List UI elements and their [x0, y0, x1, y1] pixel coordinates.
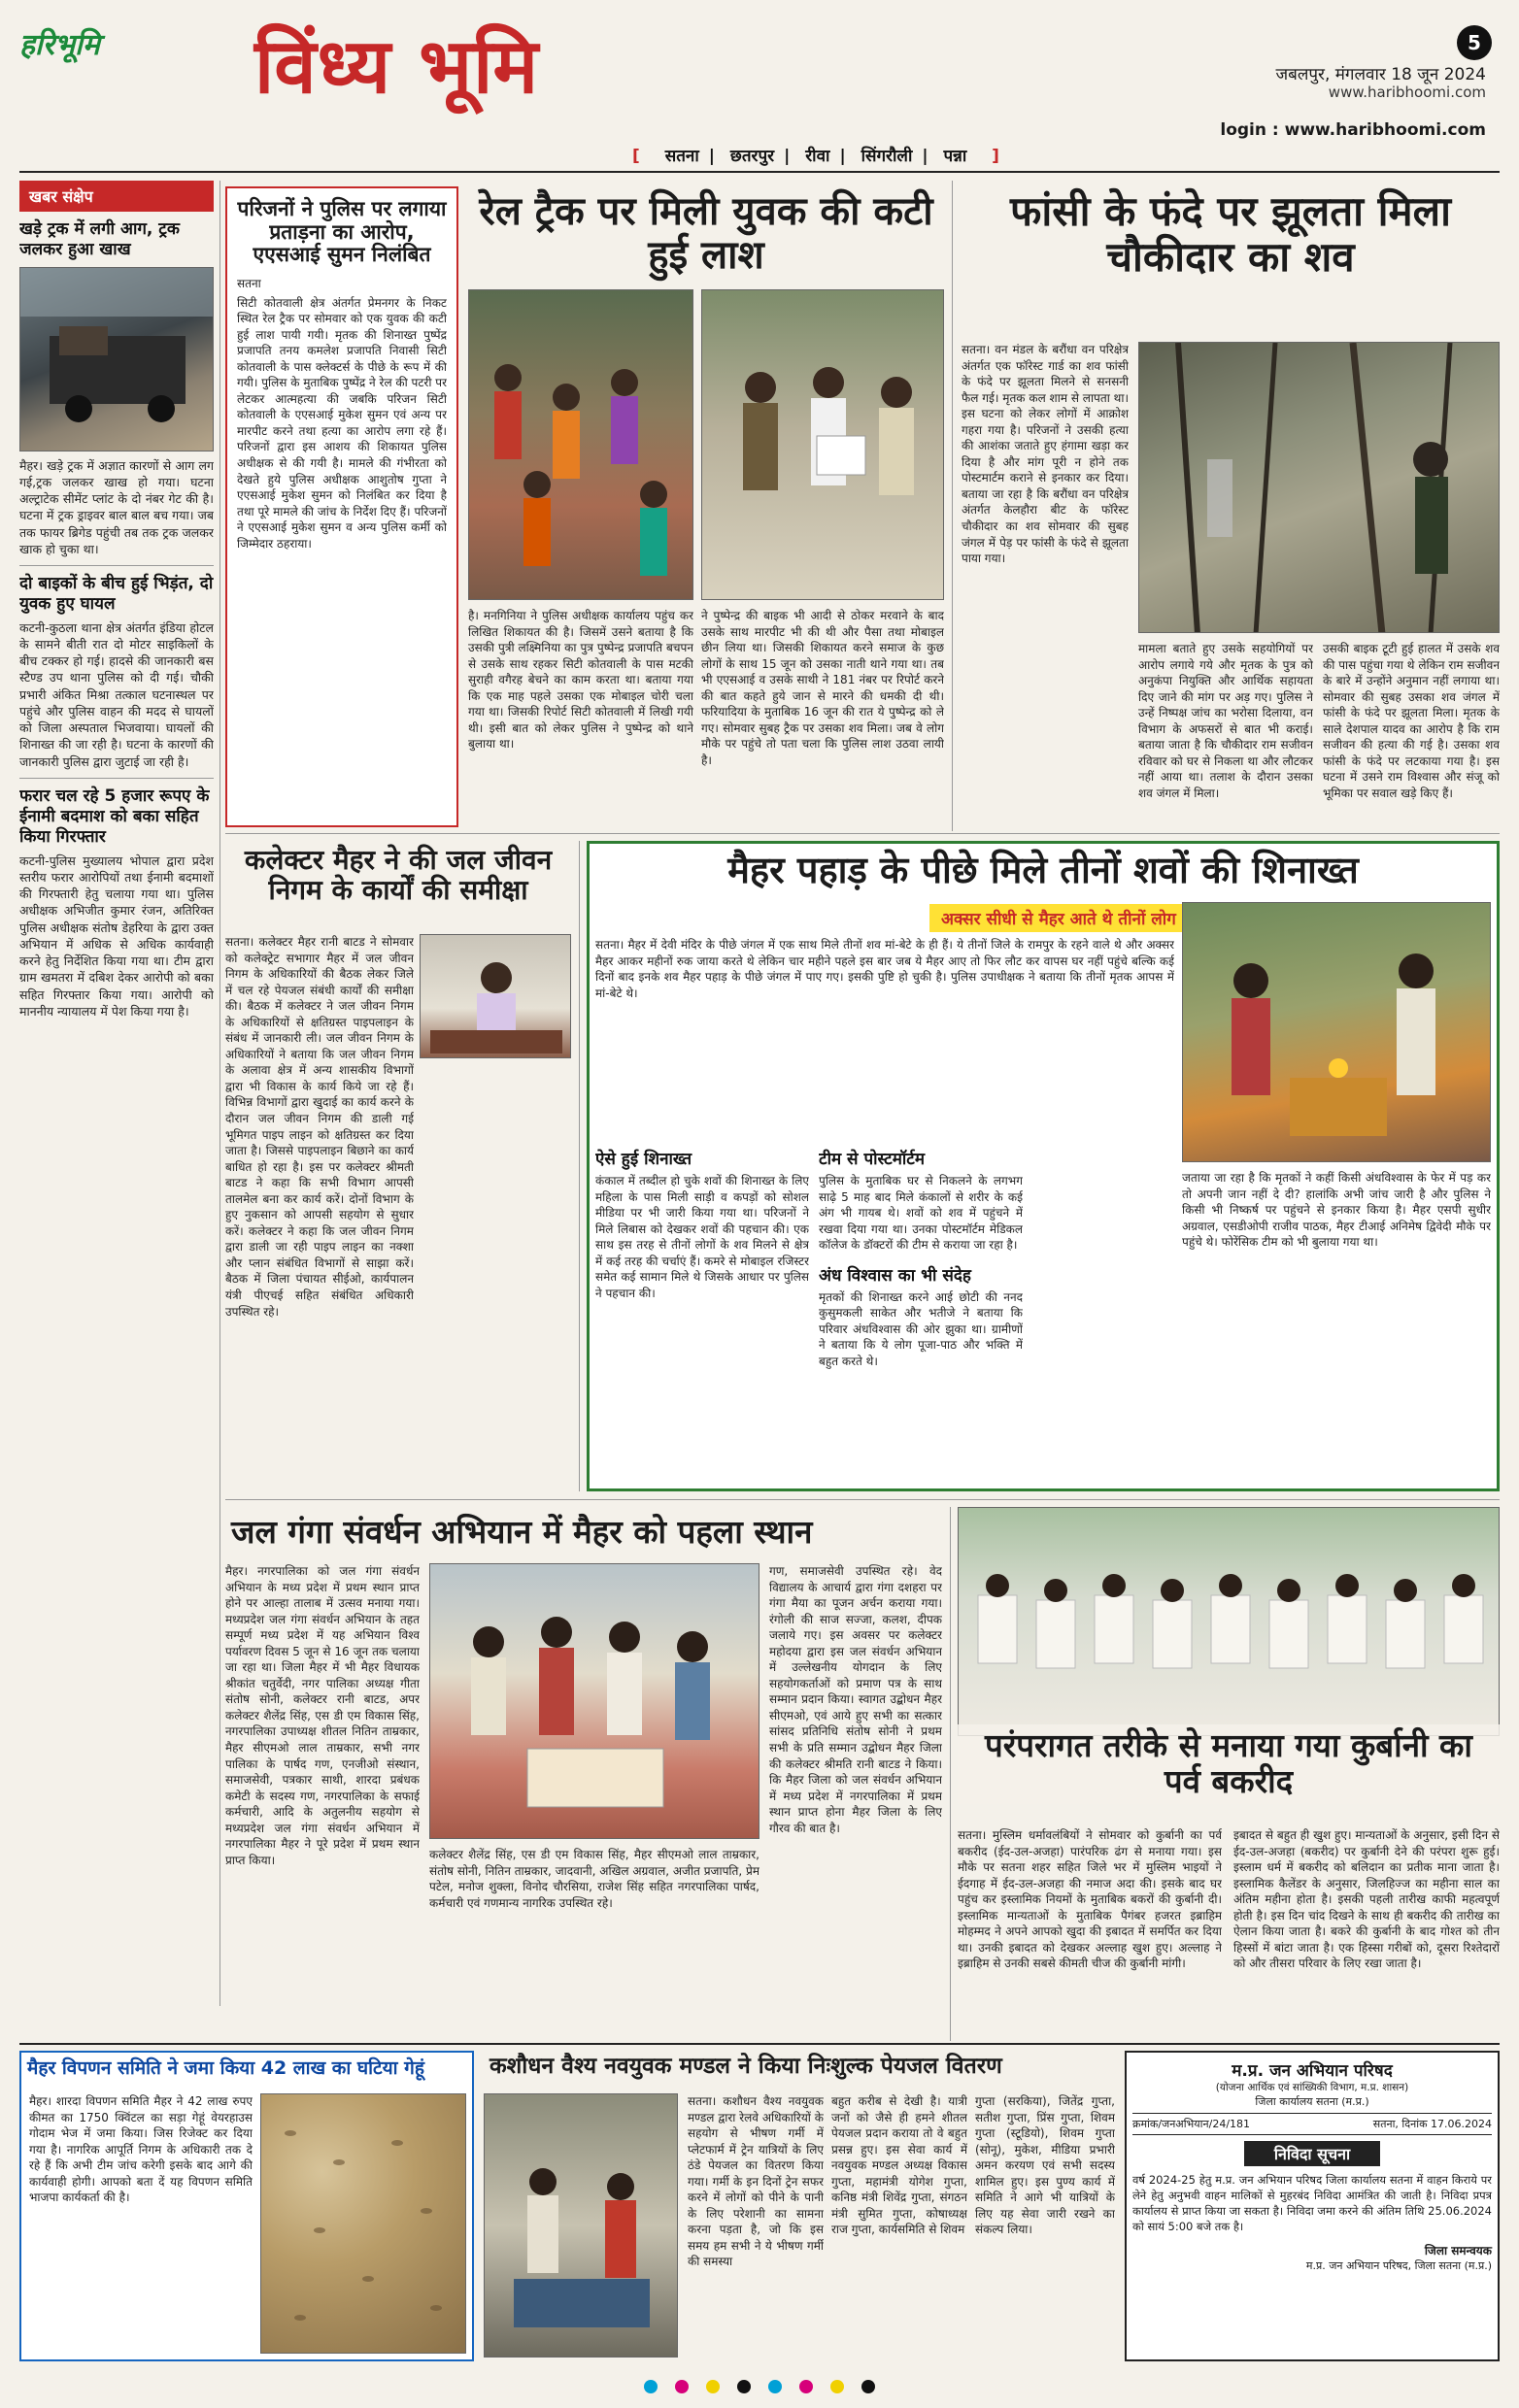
story-water-col2: बहुत करीब से देखी है। यात्री जनों को जैसे ही हमने शीतल पेयजल प्रदान कराया तो वे बहुत प्रसन्न हुए। इस सेवा कार्य में नवयुवक मण्डल अध्यक्ष विकास गुप्ता, महामंत्री योगेश गुप्ता, कनिष्ठ मंत्री शिवेंद्र गुप्ता, संगठन मंत्री सुमित गुप्ता, कोषाध्यक्ष राज गुप्ता, कार्यसमिति से शिवम	[831, 2094, 967, 2237]
reg-dot-yellow	[706, 2380, 720, 2393]
story-water-headline: कशौधन वैश्य नवयुवक मण्डल ने किया निःशुल्क पेयजल वितरण	[489, 2054, 1002, 2079]
region-chhatarpur[interactable]: छतरपुर	[729, 147, 775, 166]
story-maihar-kicker: अक्सर सीधी से मैहर आते थे तीनों लोग	[929, 904, 1188, 932]
tender-notice	[1125, 2051, 1500, 2361]
masthead	[0, 0, 1519, 175]
rail-memo-photo	[701, 289, 944, 600]
stall-figures	[485, 2094, 678, 2358]
column-rule	[579, 841, 580, 1491]
maihar-ritual-photo	[1182, 902, 1491, 1162]
story-bakrid-col2: इबादत से बहुत ही खुश हुए। मान्यताओं के अनुसार, इसी दिन से ईद-उल-अजहा (बकरीद) पर कुर्बानी देने की परंपरा शुरू हुई। इस्लाम धर्म में बकरीद को बलिदान का प्रतीक माना जाता है। इस्लामिक कैलेंडर के अनुसार, जिलहिज्ज का महीना साल का अंतिम महीना होता है। इसकी पहली तारीख काफी महत्वपूर्ण होती है। इस दिन चांद दिखने के साथ ही बकरीद की तारीख का ऐलान किया जाता है। बकरे की कुर्बानी के बाद गोश्त को तीन हिस्सों में बांटा जाता है। एक हिस्सा गरीबों को, दूसरा रिश्तेदारों को और तीसरा परिवार के लिए रखा जाता है।	[1233, 1828, 1500, 1971]
brief-1-body: मैहर। खड़े ट्रक में अज्ञात कारणों से आग लग गई,ट्रक जलकर खाख हो गया। घटना अल्ट्राटेक सीमेंट प्लांट के दो नंबर गेट की है। घटना में ट्रक ड्राइवर बाल बाल बच गया। जब तक फायर ब्रिगेड पहुंची तब तक ट्रक जलकर खाक हो चुका था।	[19, 457, 214, 556]
story-collector	[225, 841, 571, 1501]
reg-dot-yellow	[830, 2380, 844, 2393]
story-maihar-intro: सतना। मैहर में देवी मंदिर के पीछे जंगल में एक साथ मिले तीनों शव मां-बेटे के ही हैं। ये तीनों जिले के रामपुर के रहने वाले थे और अक्सर मैहर आकर महीनों रुक जाया करते थे लेकिन चार महीने पहले इस बार जब ये मैहर आए तो फिर लौट कर वापस घर नहीं पहुंचे बल्कि कई दिनों बाद इनके शव मैहर पहाड़ के पीछे जंगल में पाए गए। इसकी पुष्टि हो चुकी है। पुलिस उपाधीक्षक ने बताया कि तीनों मृतक आपस में मां-बेटे थे।	[595, 938, 1174, 1000]
section-title: विंध्य भूमि	[254, 23, 539, 111]
reg-dot-black	[861, 2380, 875, 2393]
col1-body: कंकाल में तब्दील हो चुके शवों की शिनाख्त के लिए महिला के पास मिली साड़ी व कपड़ों को सोशल मीडिया पर भी जारी किया गया था। परिजनों ने मिले लिबास को देखकर शवों की पहचान की। एक साथ इस तरह से तीनों लोगों के शव मिलने से क्षेत्र में कई तरह की चर्चाएं हैं। कमरे से मोबाइल रजिस्टर समेत कई सामान मिले थे जिसके आधार पर पुलिस ने पहचान की।	[595, 1174, 809, 1300]
region-rewa[interactable]: रीवा	[805, 147, 830, 166]
reg-dot-magenta	[675, 2380, 689, 2393]
masthead-rule	[19, 171, 1500, 173]
story-bakrid-headline: परंपरागत तरीके से मनाया गया कुर्बानी का पर्व बकरीद	[958, 1724, 1500, 1804]
wheat-photo	[260, 2093, 466, 2354]
column-rule	[219, 181, 220, 2006]
story-police-headline: परिजनों ने पुलिस पर लगाया प्रताड़ना का आरोप, एएसआई सुमन निलंबित	[237, 197, 447, 267]
story-water	[484, 2051, 1115, 2361]
col3-subhead: अंध विश्वास का भी संदेह	[819, 1265, 971, 1286]
story-maihar-headline: मैहर पहाड़ के पीछे मिले तीनों शवों की शिनाख्त	[727, 849, 1359, 891]
col2-subhead: टीम से पोस्टमॉर्टम	[819, 1150, 926, 1169]
row-rule	[225, 1499, 1500, 1500]
story-police-box	[225, 186, 458, 827]
notice-sign: जिला समन्वयक	[1424, 2244, 1492, 2258]
notice-office: जिला कार्यालय सतना (म.प्र.)	[1255, 2095, 1369, 2108]
story-maihar-col2	[819, 1141, 1023, 1481]
story-police-body: सिटी कोतवाली क्षेत्र अंतर्गत प्रेमनगर के निकट स्थित रेल ट्रैक पर सोमवार को एक युवक की कटी हुई लाश पायी गयी। मृतक की शिनाख्त पुष्पेंद्र प्रजापति तनय कमलेश प्रजापति निवासी सिटी कोतवाली के पास क्लेक्टर्स के पीछे के रूप में की गयी। पुलिस के मुताबिक पुष्पेंद्र ने रेल की पटरी पर लेटकर आत्महत्या की जबकि परिजन सिटी कोतवाली के एएसआई मुकेश सुमन एवं अन्य पर मारपीट करने तथा हत्या का आरोप लगा रहे हैं। परिजनों द्वारा इस आशय की शिकायत पुलिस अधीक्षक से की गयी है। मामले की गंभीरता को देखते हुये पुलिस अधीक्षक आशुतोष गुप्ता ने एएसआई मुकेश सुमन को निलंबित कर दिया है तथा पूरे मामले की जांच के निर्देश दिए हैं। परिजनों ने एएसआई मुकेश सुमन व अन्य पुलिस कर्मी को जिम्मेदार ठहराया।	[237, 295, 447, 551]
story-jalganga-col1: मैहर। नगरपालिका को जल गंगा संवर्धन अभियान के मध्य प्रदेश में प्रथम स्थान प्राप्त होने पर आल्हा तालाब में उत्सव मनाया गया। मध्यप्रदेश जल गंगा संवर्धन अभियान के तहत सम्पूर्ण मध्य प्रदेश में यह अभियान विश्व पर्यावरण दिवस 5 जून से 16 जून तक चलाया जा रहा था। जिला मैहर में भी मैहर विधायक श्रीकांत चतुर्वेदी, नगर पालिका अध्यक्ष गीता संतोष सोनी, कलेक्टर रानी बाटड, अपर कलेक्टर शैलेंद्र सिंह, एस डी एम विकास सिंह, नगरपालिका उपाध्यक्ष शीतल नितिन ताम्रकार, मैहर सीएमओ लाल ताम्रकार, सभी नगर पालिका के पार्षद गण, एनजीओ संस्थान, समाजसेवी, पत्रकार साथी, शारदा प्रबंधक कमेटी के सदस्य गण, नगरपालिका के सफाई कर्मचारी, आदि के अतुलनीय सहयोग से मध्यप्रदेश जल गंगा संवर्धन अभियान में नगरपालिका मैहर ने पूरे प्रदेश में प्रथम स्थान प्राप्त किया।	[225, 1564, 420, 1867]
jalganga-event-photo	[429, 1563, 760, 1839]
divider	[19, 778, 214, 779]
row-rule	[19, 2043, 1500, 2045]
sidebar	[19, 181, 214, 2006]
region-satna[interactable]: सतना	[664, 147, 699, 166]
story-fanda-body-right: उसकी बाइक टूटी हुई हालत में उसके शव की पास पहुंचा गया थे लेकिन राम सजीवन के बारे में उन्होंने अनुमान नहीं लगाया था। सोमवार की सुबह उसका शव जंगल में फांसी के फंदे पर झूलता मिला। मृतक के साले देशपाल यादव का आरोप है कि राम सजीवन की हत्या की गई है। उसका शव फांसी के फंदे पर लटकाया गया है। इस घटना में उसने राम विश्वास और संजू को भूमिका पर सवाल खड़े किए हैं।	[1323, 642, 1500, 800]
story-maihar-box	[587, 841, 1500, 1491]
story-fanda-headline: फांसी के फंदे पर झूलता मिला चौकीदार का शव	[1009, 187, 1451, 282]
crowd-figures	[469, 290, 693, 600]
brand-logo: हरिभूमि	[19, 28, 100, 62]
story-rail	[468, 186, 944, 827]
story-water-col1: सतना। कशौधन वैश्य नवयुवक मण्डल द्वारा रेलवे अधिकारियों के सहयोग से भीषण गर्मी में प्लेटफार्म में ट्रेन यात्रियों के लिए ठंडे पेयजल का वितरण किया गया। गर्मी के इन दिनों ट्रेन सफर करने में लोगों को पीने के पानी के लिए परेशानी का सामना करना पड़ता है, जो कि इस समय हम सभी ने ये भीषण गर्मी की समस्या	[688, 2094, 824, 2269]
region-singrauli[interactable]: सिंगरौली	[861, 147, 913, 166]
story-maihar-col4: जताया जा रहा है कि मृतकों ने कहीं किसी अंधविश्वास के फेर में पड़ कर तो अपनी जान नहीं दे दी? हालांकि अभी जांच जारी है और पुलिस ने किसी भी निष्कर्ष पर पहुंचने से इनकार किया है। मैहर एसपी सुधीर अग्रवाल, एसडीओपी राजीव पाठक, मैहर टीआई अनिमेष द्विवेदी मौके पर पहुंचे थे। फोरेंसिक टीम को भी बुलाया गया था।	[1182, 1171, 1491, 1250]
col1-subhead: ऐसे हुई शिनाख्त	[595, 1150, 692, 1169]
story-bakrid	[958, 1507, 1500, 2041]
notice-org: म.प्र. जन अभियान परिषद	[1232, 2061, 1393, 2081]
story-jalganga	[225, 1507, 942, 2041]
column-rule	[952, 181, 953, 831]
login-link[interactable]: login : www.haribhoomi.com	[1220, 120, 1486, 140]
namaz-photo	[958, 1507, 1500, 1736]
story-jalganga-headline: जल गंगा संवर्धन अभियान में मैहर को पहला स्थान	[231, 1513, 813, 1551]
brief-2-headline: दो बाइकों के बीच हुई भिड़ंत, दो युवक हुए घायल	[19, 574, 214, 615]
meeting-figure	[421, 935, 571, 1058]
col2-body: पुलिस के मुताबिक घर से निकलने के लगभग साढ़े 5 माह बाद मिले कंकालों से शरीर के कई अंग भी गायब थे। शवों को शव में पहुंचने में रखवा दिया गया था। उनका पोस्टमॉर्टम मेडिकल कॉलेज के डॉक्टरों की टीम से कराया जा रहा है।	[819, 1174, 1023, 1253]
story-maihar-col1	[595, 1141, 809, 1481]
story-collector-body: सतना। कलेक्टर मैहर रानी बाटड ने सोमवार को कलेक्ट्रेट सभागार मैहर में जल जीवन निगम के अधिकारियों की बैठक लेकर जिले में चल रहे पेयजल संबंधी कार्यों की समीक्षा की। बैठक में कलेक्टर ने जल जीवन निगम के अधिकारियों से क्षतिग्रस्त पाइपलाइन के संबंध में जानकारी ली। जल जीवन निगम के अधिकारियों ने बताया कि जल जीवन निगम के अलावा क्षेत्र में अन्य शासकीय विभागों द्वारा भी विकास के कार्य किये जा रहे हैं। विभिन्न विभागों द्वारा खुदाई का कार्य करने के दौरान जल जीवन निगम की डाली गई भूमिगत पाइप लाइन को क्षतिग्रस्त कर दिया जाता है। जिससे पाइपलाइन बिछाने का कार्य बाधित हो रहा है। इस पर कलेक्टर श्रीमती बाटड ने कहा कि सभी विभाग आपसी तालमेल बना कर कार्य करें। दोनों विभाग के हुए नुकसान को आपसी सहयोग से सुधार करें। कलेक्टर ने कहा कि जल जीवन निगम द्वारा डाली जा रही पाइप लाइन का नक्शा और प्लान संबंधित विभागों से साझा करें। बैठक में जिला पंचायत सीईओ, कार्यपालन यंत्री पीएचई सहित संबंधित अधिकारी उपस्थित रहे।	[225, 935, 414, 1319]
story-mandi-box	[19, 2051, 474, 2361]
ritual-figures	[1183, 903, 1491, 1162]
region-panna[interactable]: पन्ना	[943, 147, 967, 166]
row-rule	[225, 833, 1500, 834]
region-strip: [ सतना | छतरपुर | रीवा | सिंगरौली | पन्ना ]	[632, 147, 999, 166]
website[interactable]: www.haribhoomi.com	[1328, 84, 1486, 101]
event-figures	[430, 1564, 760, 1839]
story-jalganga-caption: कलेक्टर शैलेंद्र सिंह, एस डी एम विकास सिंह, मैहर सीएमओ लाल ताम्रकार, संतोष सोनी, नितिन ताम्रकार, जादवानी, अखिल अग्रवाल, अजीत प्रजापति, प्रेम पटेल, मनोज शुक्ला, विनोद चौरसिया, राजेश सिंह सहित नगरपालिका पार्षद, कर्मचारी एवं गणमान्य नागरिक उपस्थित रहे।	[429, 1848, 760, 1910]
story-mandi-headline: मैहर विपणन समिति ने जमा किया 42 लाख का घटिया गेहूं	[27, 2057, 424, 2079]
notice-title: निविदा सूचना	[1244, 2141, 1380, 2166]
namaz-rows	[959, 1508, 1500, 1736]
divider	[19, 565, 214, 566]
brief-1-headline: खड़े ट्रक में लगी आग, ट्रक जलकर हुआ खाख	[19, 219, 180, 260]
page-number: 5	[1457, 25, 1492, 60]
registration-marks	[0, 2375, 1519, 2398]
story-police-dateline: सतना	[237, 276, 261, 290]
notice-date: सतना, दिनांक 17.06.2024	[1372, 2118, 1492, 2130]
notice-body: वर्ष 2024-25 हेतु म.प्र. जन अभियान परिषद जिला कार्यालय सतना में वाहन किराये पर लेने हेतु अनुभवी वाहन मालिकों से मुहरबंद निविदा आमंत्रित की जाती है। निविदा प्रपत्र कार्यालय से प्राप्त किया जा सकता है। निविदा जमा करने की अंतिम तिथि 25.06.2024 को सायं 5:00 बजे तक है।	[1132, 2173, 1492, 2234]
story-jalganga-col2: गण, समाजसेवी उपस्थित रहे। वेद विद्यालय के आचार्य द्वारा गंगा दशहरा पर गंगा मैया का पूजन अर्चन कराया गया। रंगोली की साज सज्जा, कलश, दीपक जलाये गए। इस अवसर पर कलेक्टर महोदया द्वारा इस जल संवर्धन अभियान में उल्लेखनीय योगदान के लिए सहयोगकर्ताओं को प्रमाण पत्र के साथ सम्मान प्रदान किया। स्वागत उद्बोधन मैहर सीएमओ, एवं आये हुए सभी का सत्कार सांसद प्रतिनिधि संतोष सोनी ने प्रथम सभी के प्रति सम्मान उद्बोधन मैहर जिला की कलेक्टर श्रीमति रानी बाटड ने किया। कि मैहर जिला को जल संवर्धन अभियान में मध्य प्रदेश में नगरपालिका में प्रथम स्थान प्राप्त होना मैहर जिला के लिए गौरव की बात है।	[769, 1564, 942, 1835]
brief-3-body: कटनी-पुलिस मुख्यालय भोपाल द्वारा प्रदेश स्तरीय फरार आरोपियों तथा ईनामी बदमाशों की गिरफ्तारी हेतु चलाया गया था। पुलिस अधीक्षक अभिजीत कुमार रंजन, अतिरिक्त पुलिस अधीक्षक संतोष डेहरिया के द्वारा उक्त अभियान में अधिक से अधिक कार्यवाही करने हेतु निर्देशित किया गया था। टीम द्वारा ग्राम खमतरा में दबिश देकर आरोपी को बका सहित गिरफ्तार किया गया। आरोपी को माननीय न्यायालय में पेश किया गया है।	[19, 853, 214, 1019]
story-collector-headline: कलेक्टर मैहर ने की जल जीवन निगम के कार्यों की समीक्षा	[244, 844, 553, 907]
column-rule	[950, 1507, 951, 2041]
truck-silhouette	[20, 268, 214, 452]
officials-figures	[702, 290, 944, 600]
reg-dot-cyan	[644, 2380, 658, 2393]
forest-scene	[1139, 343, 1500, 633]
story-bakrid-col1: सतना। मुस्लिम धर्मावलंबियों ने सोमवार को कुर्बानी का पर्व बकरीद (ईद-उल-अजहा) पारंपरिक ढंग से मनाया गया। इस मौके पर सतना शहर सहित जिले भर में मुस्लिम भाइयों ने ईदगाह में ईद-उल-अजहा की नमाज अदा की। इसके बाद घर पहुंच कर इस्लामिक नियमों के मुताबिक बकरों की कुर्बानी दी। इस्लामिक मान्यताओं के मुताबिक पैगंबर हजरत इब्राहिम मोहम्मद ने अपने आपको खुदा की इबादत में समर्पित कर दिया था। उनकी इबादत को देखकर अल्लाह खुश हुए। अल्लाह ने इब्राहिम से उनकी सबसे कीमती चीज की कुर्बानी मांगी।	[958, 1828, 1222, 1971]
brief-2-body: कटनी-कुठला थाना क्षेत्र अंतर्गत इंडिया होटल के सामने बीती रात दो मोटर साइकिलों के बीच टक्कर हो गई। हादसे की जानकारी बस स्टैण्ड उप थाना पुलिस को दी गई। चौकी प्रभारी अंकित मिश्रा तत्काल घटनास्थल पर पहुंचे और पुलिस वाहन की मदद से घायलों को जिला अस्पताल भिजवाया। घायलों की शिनाख्त की जा रही है। घटना के कारणों की जानकारी पुलिस द्वारा जुटाई जा रही है।	[19, 619, 214, 769]
reg-dot-magenta	[799, 2380, 813, 2393]
notice-ref: क्रमांक/जनअभियान/24/181	[1132, 2118, 1251, 2130]
story-fanda	[962, 186, 1500, 827]
truck-fire-photo	[19, 267, 214, 452]
story-rail-headline: रेल ट्रैक पर मिली युवक की कटी हुई लाश	[479, 189, 933, 278]
notice-sign2: म.प्र. जन अभियान परिषद, जिला सतना (म.प्र.)	[1305, 2259, 1492, 2273]
story-fanda-body-left: सतना। वन मंडल के बरौंधा वन परिक्षेत्र अंतर्गत एक फॉरेस्ट गार्ड का शव फांसी के फंदे पर झूलता मिलने से सनसनी फैल गई। मृतक कल शाम से लापता था। इस घटना को लेकर लोगों में आक्रोश गहरा गया है। परिजनों ने उसकी हत्या की आशंका जताते हुए हंगामा खड़ा कर दिया है और मांग पूरी न होने तक पोस्टमार्टम कराने से इनकार कर दिया। बताया जा रहा है कि बरौंधा वन परिक्षेत्र अंतर्गत केलहौरा बीट के फॉरेस्ट चौकीदार का शव सोमवार की सुबह जंगल में पेड़ पर फांसी के फंदे से झूलता पाया गया।	[962, 343, 1129, 566]
forest-photo	[1138, 342, 1500, 633]
water-stall-photo	[484, 2093, 678, 2358]
wheat-grains	[261, 2094, 466, 2354]
story-rail-body-right: ने पुष्पेन्द्र की बाइक भी आदी से ठोकर मरवाने के बाद उसके साथ मारपीट भी की थी और पैसा तथा मोबाइल छीन लिया था। जिसकी शिकायत करने समाज के कुछ लोगों के साथ 15 जून को उसका नाती थाने गया था। तब भी एएसआई व उसके साथी ने 181 नंबर पर रिपोर्ट करने की बात कहते हुये जान से मारने की धमकी दी थी। फरियादिया के मुताबिक 16 जून की रात ये पुष्पेन्द्र को ले गए। सोमवार सुबह ट्रैक पर उसका शव मिला। जब वे लोग मौके पर पहुंचे तो पता चला कि पुलिस लाश उठवा लायी है।	[701, 609, 944, 767]
reg-dot-black	[737, 2380, 751, 2393]
story-mandi-body: मैहर। शारदा विपणन समिति मैहर ने 42 लाख रुपए कीमत का 1750 क्विंटल का सड़ा गेहूं वेयरहाउस गोदाम भेज में जमा किया। जिस रिजेक्ट कर दिया गया है। नागरिक आपूर्ति निगम के अधिकारी तक दे रहे हैं कि अभी टीम जांच करेगी इसके बाद आगे की कार्यवाही होगी। आपको बता दें यह विपणन समिति भाजपा कार्यकर्ता की है।	[29, 2094, 253, 2205]
reg-dot-cyan	[768, 2380, 782, 2393]
story-water-col3: गुप्ता (सरकिया), जितेंद्र गुप्ता, सतीश गुप्ता, प्रिंस गुप्ता, शिवम गुप्ता (स्टूडियो), शिवम गुप्ता (सोनू), मुकेश, मीडिया प्रभारी अमन करयण एवं सभी सदस्य शामिल हुए। इस पुण्य कार्य में समिति ने आगे भी यात्रियों के लिए यह सेवा जारी रखने का संकल्प लिया।	[975, 2094, 1115, 2237]
dateline: जबलपुर, मंगलवार 18 जून 2024	[1275, 65, 1486, 84]
sidebar-label: खबर संक्षेप	[19, 181, 214, 212]
notice-dept: (योजना आर्थिक एवं सांख्यिकी विभाग, म.प्र. शासन)	[1215, 2082, 1409, 2093]
story-fanda-body-mid: मामला बताते हुए उसके सहयोगियों पर आरोप लगाये गये और मृतक के पुत्र को अनुकंपा नियुक्ति और आर्थिक सहायता दिए जाने की मांग पर अड़ गए। पुलिस ने उन्हें निष्पक्ष जांच का भरोसा दिलाया, वन विभाग के अफसरों से बात भी कराई। बताया जाता है कि चौकीदार राम सजीवन रविवार को घर से निकला था और लौटकर नहीं आया था। तलाश के दौरान उसका शव जंगल में मिला।	[1138, 642, 1313, 800]
meeting-photo	[420, 934, 571, 1058]
col3-body: मृतकों की शिनाख्त करने आई छोटी की ननद कुसुमकली साकेत और भतीजे ने बताया कि परिवार अंधविश्वास की ओर झुका था। ग्रामीणों ने बताया कि ये लोग पूजा-पाठ और भक्ति में बहुत करते थे।	[819, 1289, 1023, 1368]
story-rail-body-left: है। मनगिनिया ने पुलिस अधीक्षक कार्यालय पहुंच कर लिखित शिकायत की है। जिसमें उसने बताया है कि उसकी पुत्री लक्ष्मिनिया का पुत्र पुष्पेन्द्र प्रजापति बचपन से उसके साथ रहकर सिटी कोतवाली के पास मटकी सुराही वगैरह बेचने का काम करता था। बताया गया कि एक माह पहले उसका एक मोबाइल चोरी चला गया था। जिसकी रिपोर्ट सिटी कोतवाली में लिखी गयी थी। इसी बात को लेकर पुलिस ने पुष्पेन्द्र को थाने बुलाया था।	[468, 609, 693, 752]
brief-3-headline: फरार चल रहे 5 हजार रूपए के ईनामी बदमाश को बका सहित किया गिरफ्तार	[19, 786, 210, 848]
rail-crowd-photo	[468, 289, 693, 600]
